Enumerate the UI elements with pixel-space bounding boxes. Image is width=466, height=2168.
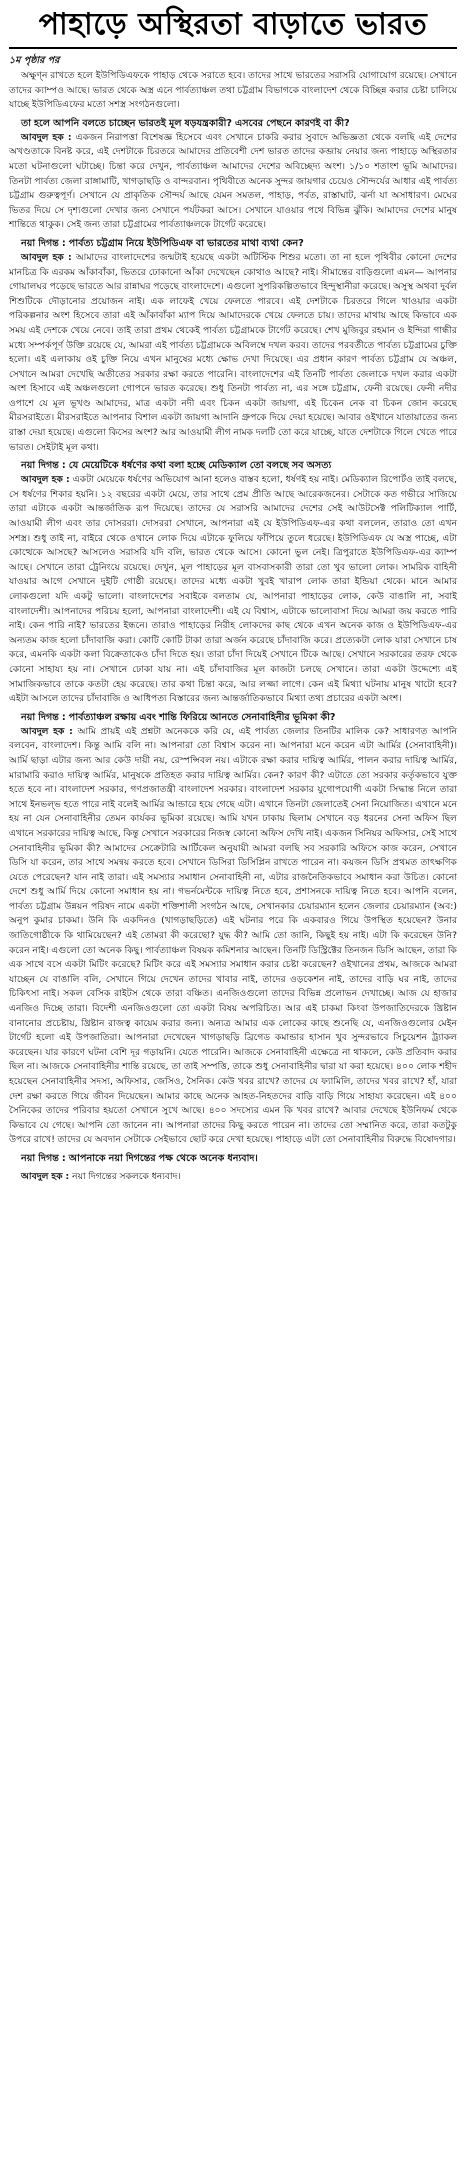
interview-answer (9, 473, 457, 707)
closing-remark (9, 1170, 457, 1185)
speaker-label: আবদুল হক : (21, 725, 78, 737)
speaker-label: আবদুল হক : (21, 474, 73, 486)
interview-answer (9, 69, 457, 113)
answer-text: নয়া দিগন্তের সকলকে ধন্যবাদ। (72, 1170, 181, 1182)
interview-question: নয়া দিগন্ত : যে মেয়েটিকে ধর্ষণের কথা বলা হচ্ছে মেডিক্যাল তো বলছে সব অসত্য (21, 460, 332, 472)
headline-rule (9, 47, 457, 49)
continued-from-page-one: ১ম পৃষ্ঠার পর (9, 55, 60, 66)
answer-text: একজন নিরাপত্তা বিশেষজ্ঞ হিসেবে এবং সেখানে চাকরি করার সুবাদে অভিজ্ঞতা থেকে বলছি এই দেশের অখণ্ডতাকে বিনষ্ট করে, এই দেশটাকে চিরতরে আমাদের প্রতিবেশী দেশ ভারত তাদের কব্জায় নেয়ার জন্য পাহাড়ে অস্থিরতার মতো ঘটনাগুলো ঘটাচ্ছে। চিন্তা করে দেখুন, পার্বত্যাঞ্চল আমাদের দেশের অবিচ্ছেদ্য অংশ। ১/১০ শতাংশ ভূমি আমাদের। তিনটা পার্বত্য জেলা রাঙ্গামাটি, খাগড়াছড়ি ও বান্দরবান। পৃথিবীতে অনেক সুন্দর জায়গার চেয়েও সৌন্দর্যের আধার এই পার্বত্য চট্টগ্রাম গুরুত্বপূর্ণ। সেখানে যে প্রাকৃতিক সৌন্দর্য আছে যেমন সমতল, পাহাড়, পর্বত, রাস্তাঘাট, ঝর্না যা অসাধারণ। মেঘের ভিতর দিয়ে সে দৃশ্যগুলো দেখার জন্য সেখানে পর্যটকরা আসে। সেখানে যাওয়ার পথে বিভিন্ন ঝুঁকি। আমাদের দেশের মানুষ শান্তিতে থাকুক। সেই জন্য তারা চট্টগ্রামের পার্বত্যাঞ্চলকে টার্গেট করেছে। (9, 131, 457, 231)
speaker-label: আবদুল হক : (21, 251, 76, 263)
answer-text: আমি প্রায়ই এই প্রশ্নটা অনেককে করি যে, এই পার্বত্য জেলার তিনটির মালিক কে? সাধারণত আপনি বলবেন, বাংলাদেশ। কিন্তু আমি বলি না। আপনারা তো বিশ্বাস করেন না। আপনারা মনে করেন এটা আর্মির (সেনাবাহিনী)। আর্মি ছাড়া এটার জন্য আর কেউ দায়ী নয়, রেস্পন্সিবল নয়। এটাকে রক্ষা করার দায়িত্ব আর্মির, পালন করার দায়িত্ব আর্মির, মারামারি করাও দায়িত্ব আর্মির, মানুষকে প্রতিহত করার দায়িত্ব আর্মির। কেন? কারণ কী? এটাতে তো সরকার কর্তৃকভাবে যুক্ত হতে হবে না। বাংলাদেশ সরকার, গণপ্রজাতন্ত্রী বাংলাদেশ সরকার। বাংলাদেশ সরকার যুগোপযোগী একটা সিদ্ধান্ত নিলে তারা সাথে ইনভল্ভ হতে পারে নাই বলেই আর্মির আন্ডারে হয়ে গেছে এটা। এখানে তিনটা জেলাতেই সেনা নিয়োজিত। এখানে মনে হয় না যেন সেনাবাহিনীর তেমন কার্যকর ভূমিকা রয়েছে। আমি যখন ঢাকায় ছিলাম সেখানে বড় ধরনের সেনা অফিস ছিল এখানে সরকারের দায়িত্ব আছে, কিন্তু সেখানে সরকারের নিজস্ব কোনো অফিস দেখি নাই। একজন সিনিয়র অফিসার, সেই সাথে সেনাবাহিনীর ভূমিকা কী? আমাদের সেক্রেটারি আর্টিকেল অনুযায়ী আমরা বলছি সব সরকারি অফিসে কাজ করেন, সেখানে ডিসি যা করেন, তার সাথে সমন্বয় করতে হবে। সেখানে ডিসিরা ডিসিপ্লিন রাখতে পারেন না। কয়জন ডিসি প্রথমত তাৎক্ষণিক যেতে পেরেছেন? যান নাই তারা। এই সমস্যার সমাধান সেনাবাহিনী না, এটার রাজনৈতিকভাবে সমাধান করা উচিত। কোনো দেশে শুধু আর্মি দিয়ে কোনো সমাধান হয় না। গভর্নমেন্টকে দায়িত্ব নিতে হবে, প্রশাসনকে দায়িত্ব নিতে হবে। আপনি বলেন, পার্বত্য চট্টগ্রাম উন্নয়ন পরিষদ নামে একটা শক্তিশালী সংগঠন আছে, সেখানকার চেয়ারম্যান হলেন জেলার চেয়ারম্যান (অব:) অনুপ কুমার চাকমা। উনি কি একদিনও (খাগড়াছড়িতে) এই ঘটনার পরে কি একবারও গিয়ে উপস্থিত হয়েছেন? উনার জাতিগোষ্ঠীকে কি থামিয়েছেন? এই তোমরা কী করেছো? যুদ্ধ কী? আমি তো জানি, কিছুই হয় নাই। এটা কি করেছেন উনি? করেন নাই। এগুলো তো অনেক কিছু। পার্বত্যাঞ্চল বিষয়ক কমিশনার আছেন। তিনটি ডিস্ট্রিক্টের তিনজন ডিসি আছেন, তারা কি এক সাথে বসে একটা মিটিং করেছে? মিটিং করে এই সমস্যার সমাধান করার চেষ্টা করেছেন? ওইখানের প্রথম, আজকে আমরা যাচ্ছেন যে বাঙালি বলি, সেখানে গিয়ে দেখেন তাদের খাবার নাই, তাদের ওড়কেশন নাই, তাদের বাড়ি ঘর নাই, তাদের চিকিৎসা নাই। সকল বেসিক রাইটস থেকে তারা বঞ্চিত। এনজিওগুলো তাদের বিভিন্ন প্রলোভন দেখাচ্ছে। আজ যে হাজার এনজিও দিচ্ছে তারা। বিদেশী এনজিওগুলো তো একটা বিষয় অপরিচিত। আর এই চাকমা কিংবা উপজাতিদেরকে খ্রিষ্টান বানানোর প্রচেষ্টায়, খ্রিষ্টান রাজত্ব কায়েম করার জন্য। অন্যত্র আমার এক লোকের কাছে শুনেছি যে, এনজিওগুলোর মেইন টার্গেট হলো এই উপজাতিরা। আপনারা দেখেছেন খাগড়াছড়ি ব্রিগেড কমান্ডার হাসান খুব সুন্দরভাবে সিচুয়েশন ট্র্যাকল করেছেন। যার কারণে ঘটনা বেশি দূর গড়ায়নি। যেতে পারেনি। আজকে সেনাবাহিনী এক্ষেত্রে না থাকলে, কেউ প্রতিবাদ করার ছিল না। আজকে সেনাবাহিনীর শান্তি রয়েছে, তা তাই সম্পত্তি, তাকে শুধু সেনাবাহিনীর দ্বারা যা করা হয়েছে। ৪০০ লোক শহীদ হয়েছেন সেনাবাহিনীর সদস্য, অফিসার, জেসিও, সৈনিক। কেউ খবর রাখে? তাদের যে ফ্যামিলি, তাদের খবর রাখে? হাঁ, যারা দেশ রক্ষা করতে গিয়ে জীবন দিয়েছেন। আমার কাছে অনেক আহত-নিহতদের বাড়ি বাড়ি গিয়ে সাহায্য করেছেন। এই ৪০০ সৈনিকের তাদের পরিবার হয়তো সেখানে সুখে আছে। ৪০০ সদস্যের এমন কি খবর রাখে? আবার দেখেছে ইউনিফর্ম থেকে কিভাবে যে গেছে। আপনি তো জানেন না। আপনারা তাদের কিছু করতে পারেন না। তাদের তো সম্মানিত করে, তারা কতটুকু উপরে রাখে! তাদের যে অবদান সেটাকে সেইভাবে ছোট করে দেখা হয়েছে। পাহাড়ে এটা তো সেনাবাহিনীর বিরুদ্ধে বিষোদগার। (9, 725, 457, 1146)
headline: পাহাড়ে অস্থিরতা বাড়াতে ভারত (38, 7, 428, 42)
interview-answer (9, 251, 457, 455)
interview-question: নয়া দিগন্ত : পার্বত্য চট্টগ্রাম নিয়ে ইউপিডিএফ বা ভারতের মাথা ব্যথা কেন? (21, 237, 304, 249)
interview-article (9, 69, 457, 1185)
answer-text: অক্ষুণ্ন রাখতে হলে ইউপিডিএফকে পাহাড় থেকে সরাতে হবে। তাদের সাথে ভারতের সরাসরি যোগাযোগ রয়েছে। সেখানে তাদের ক্যাম্পও আছে। ভারত থেকে অস্ত্র এনে পার্বত্যাঞ্চল তথা চট্টগ্রাম বিভাগকে বাংলাদেশ থেকে বিচ্ছিন্ন করার চেষ্টা চালিয়ে যাচ্ছে ইউপিডিএফের মতো সশস্ত্র সংগঠনগুলো। (9, 70, 457, 111)
interview-answer (9, 131, 457, 233)
interview-answer (9, 725, 457, 1148)
interview-question: নয়া দিগন্ত : আপনাকে নয়া দিগন্তের পক্ষ থেকে অনেক ধন্যবাদ। (21, 1152, 258, 1164)
speaker-label: আবদুল হক : (21, 1170, 73, 1182)
interview-question: নয়া দিগন্ত : পার্বত্যাঞ্চল রক্ষায় এবং শান্তি ফিরিয়ে আনতে সেনাবাহিনীর ভূমিকা কী? (21, 711, 336, 723)
answer-text: একটা মেয়েকে ধর্ষণের অভিযোগ আনা হলেও বাস্তব হলো, ধর্ষণই হয় নাই। মেডিক্যাল রিপোর্টও তাই বলছে, সে ধর্ষণের শিকার হয়নি। ১২ বছরের একটা মেয়ে, তার সাথে প্রেম প্রীতি আছে আরেকজনের। সেটাকে কত গভীরে সাজিয়ে তারা এটাকে একটা আন্তর্জাতিক রূপ দিয়েছে। তাদের যে সরাসরি আমাদের দেশের সেই আউটসেক্ট পলিটিক্যাল পার্টি, আওয়ামী লীগ এবং তার দোসররা। দোসররা সেখানে, আপনারা এই যে ইউপিডিএফ-এর কথা বললেন, তারাও তো এখন সশস্ত্র। শুধু তাই না, বাইরে থেকে ওখানে লোক দিয়ে এটাকে ফুলিয়ে ফাঁপিয়ে তুলে ধরেছে। ইউপিডিএফ যে অস্ত্র পাচ্ছে, এটা কোত্থেকে আসছে? আসলেও সরাসরি যদি বলি, ভারত থেকে আসে। কোনো ভুল নেই। ত্রিপুরাতে ইউপিডিএফ-এর ক্যাম্প আছে। সেখানে তারা ট্রেনিংয়ে রয়েছে। দেখুন, মূল পাহাড়ের মূল বাসবাসকারী তারা তো খুব ভালো লোক। সামরিক বাহিনী যাওয়ার আগে সেখানে দুইটি গোষ্ঠী রয়েছে। তাদের মধ্যে একটা খুবই খারাপ লোক তারা ইন্ডিয়া থেকে। মানে আমার লোকগুলো যদি একটু ভালো। বাংলাদেশের সবাইকে বলতাম যে, আপনারা পাহাড়ের লোক, কেউ বাঙালি না, সবাই বাংলাদেশী। আপনাদের পরিচয় হলো, আপনারা বাংলাদেশী। এই যে বিশ্বাস, এটাকে ভালোবাসা দিয়ে আমরা জয় করতে পারি নাই। কেন পারি নাই? ভারতের ইন্ধনে। তারাও পাহাড়ের নিরীহ লোকদের কাছ থেকে এখন অনেক কাজ ও ইউপিডিএফ-এর অন্যতম কাজ হলো চাঁদাবাজি করা। কোটি কোটি টাকা তারা অর্জন করেছে চাঁদাবাজি করে। প্রত্যেকটা লোক যারা সেখানে চাষ করে, এমনকি একটা কলা বিক্রেতাকেও চাঁদা দিতে হয়। তারা চাঁদা দিয়েই সেখানে টিকে আছে। সেখানে সরকারের তরফ থেকে কোনো সাহায্য হয় না। সেখানে ঢোকা যায় না। এই চাঁদাবাজির মূল কাজটা চলছে সেখানে। তারা একটা উদ্দেশ্যে এই সামাজিকভাবে তাকে কতটা হেয় করেছে। তার কথা চিন্তা করে, আর লজ্জা লাগে। কেন এই মিথ্যা ঘটনায় মানুষ খাটো হবে? এইটা আসলে তাদের চাঁদাবাজি ও আধিপত্য বিস্তারের জন্য আন্তর্জাতিকভাবে মিথ্যা তথ্য প্রচারের একটা অংশ। (9, 474, 457, 705)
interview-question: তা হলে আপনি বলতে চাচ্ছেন ভারতই মূল ষড়যন্ত্রকারী? এসবের পেছনে কারণই বা কী? (21, 117, 350, 129)
speaker-label: আবদুল হক : (21, 131, 76, 143)
answer-text: আমাদের বাংলাদেশের জন্মটাই হয়েছে একটা অটিস্টিক শিশুর মতো। তা না হলে পৃথিবীর কোনো দেশের মানচিত্র কি এরকম আঁকাবাঁকা, ভিতরে ঢোকানো আঁকা দেখেছেন কোথাও আছে? নাই। সীমান্তের বাড়িগুলো এমন— আপনার গোয়ালঘর পড়েছে ভারতে আর রান্নাঘর পড়েছে বাংলাদেশে। এগুলো সুপরিকল্পিতভাবে হিন্দুস্থানীরা করেছে। অসুস্থ অথবা দুর্বল শিশুটিকে দৌড়ানোর প্রয়োজন নাই। এক লাফেই খেয়ে ফেলতে পারবে। এই দেশটাকে চিরতরে গিলে খাওয়ার একটা পরিকল্পনার অংশ হিসেবে তারা এই আঁকাবাঁকা ম্যাপ দিয়ে আমাদেরকে খেয়ে ফেলতে চায়। তাদের মাথায় আছে কিভাবে এক সময় এই দেশকে খেয়ে নেবে। তাই তারা প্রথম থেকেই পার্বত্য চট্টগ্রামকে টার্গেট করেছে। শেখ মুজিবুর রহমান ও ইন্দিরা গান্ধীর মধ্যে সম্পর্কপূর্ণ উক্তি রয়েছে যে, আমরা এই পার্বত্য চট্টগ্রামকে অবিলম্বে দখল করব। তাদের পরবর্তীতে পার্বত্য চট্টগ্রামের চুক্তি হলো। এই এলাকায় ওই চুক্তি নিয়ে এখন মানুষের মধ্যে ক্ষোভ দেখা দিয়েছে। এর প্রধান কারণ পার্বত্য চট্টগ্রাম যে অঞ্চল, সেখানে আমরা দেখেছি অতীতের সরকার রক্ষা করতে পারেনি। বাংলাদেশের এই তিনটি পার্বত্য জেলাকে দখল করার একটা অংশ হিসাবে এই অঞ্চলগুলো গোপনে ভারত করেছে। শুধু তিনটা পার্বত্য না, এর সঙ্গে চট্টগ্রাম, ফেনী রয়েছে। ফেনী নদীর ওপাশে যে মূল ভূখণ্ড আমাদের, মাত্র একটা নদী এবং চিকন একটা জায়গা, এই চিকেন নেক বা চিকন জোন করেছে মীরসরাইতে। মীরসরাইতে আপনার বিশাল একটা জায়গা আদানি গ্রুপকে দিয়ে দেয়া হয়েছে। আবার ওইখানে যাতায়াতের জন্য রাস্তা দেয়া হয়েছে। এগুলো কিসের অংশ? আর আওয়ামী লীগ নামক দলটি তো করে যাচ্ছে, যাতে দেশটাকে গিলে খেতে পারে ভারত। সেইটাই মূল কথা। (9, 251, 457, 453)
